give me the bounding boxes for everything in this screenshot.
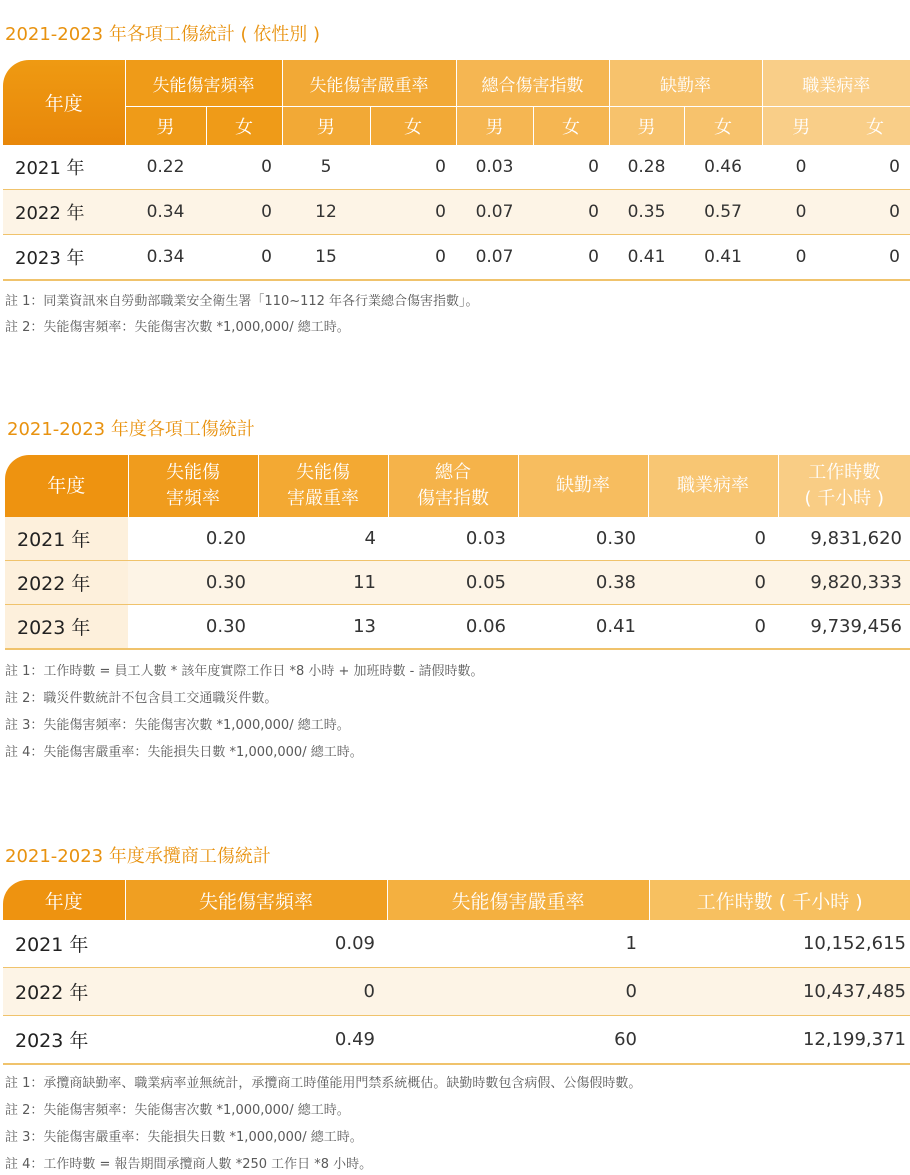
cell: 0.03 xyxy=(456,145,533,190)
header-female: 女 xyxy=(206,107,282,146)
header-female: 女 xyxy=(533,107,609,146)
note: 註 3：失能傷害頻率：失能傷害次數 *1,000,000/ 總工時。 xyxy=(5,718,350,733)
header-disabling-severity: 失能傷 害嚴重率 xyxy=(258,455,388,517)
cell: 0.22 xyxy=(125,145,206,190)
note: 註 1：同業資訊來自勞動部職業安全衛生署「110~112 年各行業總合傷害指數」。 xyxy=(5,294,479,309)
cell: 5 xyxy=(282,145,370,190)
cell: 13 xyxy=(258,605,388,650)
note: 註 1：承攬商缺勤率、職業病率並無統計，承攬商工時僅能用門禁系統概估。缺勤時數包含病假、公傷假時數。 xyxy=(5,1076,642,1091)
header-female: 女 xyxy=(684,107,762,146)
row-year: 2021 年 xyxy=(3,145,125,190)
note: 註 4：失能傷害嚴重率：失能損失日數 *1,000,000/ 總工時。 xyxy=(5,745,363,760)
header-year: 年度 xyxy=(3,60,125,145)
cell: 0.06 xyxy=(388,605,518,650)
cell: 0 xyxy=(762,145,840,190)
cell: 0 xyxy=(840,190,910,235)
cell: 0 xyxy=(840,145,910,190)
cell: 0.28 xyxy=(609,145,684,190)
cell: 10,437,485 xyxy=(649,968,910,1016)
header-working-hours: 工作時數 ( 千小時 ) xyxy=(778,455,910,517)
cell: 0.07 xyxy=(456,235,533,281)
cell: 0.57 xyxy=(684,190,762,235)
cell: 1 xyxy=(387,920,649,968)
header-occupational-disease-rate: 職業病率 xyxy=(648,455,778,517)
section2-notes xyxy=(5,662,483,770)
cell: 0 xyxy=(206,190,282,235)
cell: 0 xyxy=(387,968,649,1016)
header-disabling-severity: 失能傷害嚴重率 xyxy=(387,880,649,920)
cell: 12,199,371 xyxy=(649,1016,910,1065)
header-year: 年度 xyxy=(3,880,125,920)
cell: 0.09 xyxy=(125,920,387,968)
cell: 0.07 xyxy=(456,190,533,235)
cell: 0 xyxy=(648,605,778,650)
cell: 10,152,615 xyxy=(649,920,910,968)
row-year: 2022 年 xyxy=(3,190,125,235)
contractor-injury-table xyxy=(3,880,910,1065)
cell: 0 xyxy=(648,517,778,561)
header-male: 男 xyxy=(282,107,370,146)
header-male: 男 xyxy=(609,107,684,146)
row-year: 2023 年 xyxy=(3,235,125,281)
cell: 0 xyxy=(533,145,609,190)
cell: 0 xyxy=(533,190,609,235)
header-male: 男 xyxy=(456,107,533,146)
cell: 0 xyxy=(206,235,282,281)
row-year: 2023 年 xyxy=(5,605,128,650)
row-year: 2022 年 xyxy=(5,561,128,605)
header-male: 男 xyxy=(762,107,840,146)
cell: 12 xyxy=(282,190,370,235)
table-row xyxy=(3,920,910,968)
row-year: 2021 年 xyxy=(3,920,125,968)
cell: 0 xyxy=(533,235,609,281)
gender-injury-table xyxy=(3,60,910,281)
cell: 0.30 xyxy=(128,561,258,605)
section3-title: 2021-2023 年度承攬商工傷統計 xyxy=(5,846,271,867)
note: 註 4：工作時數 = 報告期間承攬商人數 *250 工作日 *8 小時。 xyxy=(5,1157,373,1172)
header-disabling-severity: 失能傷害嚴重率 xyxy=(282,60,456,107)
note: 註 2：失能傷害頻率：失能傷害次數 *1,000,000/ 總工時。 xyxy=(5,320,350,335)
header-total-injury-index: 總合傷害指數 xyxy=(456,60,609,107)
note: 註 1：工作時數 = 員工人數 * 該年度實際工作日 *8 小時 + 加班時數 - 請假時數。 xyxy=(5,664,484,679)
cell: 0 xyxy=(840,235,910,281)
header-disabling-frequency: 失能傷 害頻率 xyxy=(128,455,258,517)
cell: 0 xyxy=(370,235,456,281)
cell: 0.46 xyxy=(684,145,762,190)
cell: 0.30 xyxy=(128,605,258,650)
cell: 0.49 xyxy=(125,1016,387,1065)
table-row xyxy=(3,968,910,1016)
cell: 0 xyxy=(648,561,778,605)
cell: 0 xyxy=(370,190,456,235)
note: 註 2：失能傷害頻率：失能傷害次數 *1,000,000/ 總工時。 xyxy=(5,1103,350,1118)
header-female: 女 xyxy=(370,107,456,146)
table-row xyxy=(3,145,910,190)
cell: 0.34 xyxy=(125,235,206,281)
cell: 0.05 xyxy=(388,561,518,605)
table-row xyxy=(5,605,910,650)
row-year: 2022 年 xyxy=(3,968,125,1016)
note: 註 2：職災件數統計不包含員工交通職災件數。 xyxy=(5,691,278,706)
section3-notes xyxy=(5,1074,641,1175)
section1-title: 2021-2023 年各項工傷統計 ( 依性別 ) xyxy=(5,24,321,45)
cell: 9,820,333 xyxy=(778,561,910,605)
cell: 0 xyxy=(206,145,282,190)
section1-notes xyxy=(5,292,479,344)
section2-title: 2021-2023 年度各項工傷統計 xyxy=(7,419,255,440)
cell: 0.38 xyxy=(518,561,648,605)
note: 註 3：失能傷害嚴重率：失能損失日數 *1,000,000/ 總工時。 xyxy=(5,1130,363,1145)
cell: 0.35 xyxy=(609,190,684,235)
cell: 0.03 xyxy=(388,517,518,561)
header-disabling-frequency: 失能傷害頻率 xyxy=(125,880,387,920)
cell: 4 xyxy=(258,517,388,561)
cell: 11 xyxy=(258,561,388,605)
table-row xyxy=(5,517,910,561)
table-row xyxy=(5,561,910,605)
cell: 0.20 xyxy=(128,517,258,561)
cell: 15 xyxy=(282,235,370,281)
annual-injury-table xyxy=(5,455,910,650)
cell: 9,831,620 xyxy=(778,517,910,561)
header-male: 男 xyxy=(125,107,206,146)
table-row xyxy=(3,190,910,235)
header-total-injury-index: 總合 傷害指數 xyxy=(388,455,518,517)
cell: 60 xyxy=(387,1016,649,1065)
header-year: 年度 xyxy=(5,455,128,517)
row-year: 2021 年 xyxy=(5,517,128,561)
header-absentee-rate: 缺勤率 xyxy=(518,455,648,517)
row-year: 2023 年 xyxy=(3,1016,125,1065)
cell: 0 xyxy=(762,190,840,235)
cell: 0.41 xyxy=(684,235,762,281)
cell: 0.34 xyxy=(125,190,206,235)
header-occupational-disease-rate: 職業病率 xyxy=(762,60,910,107)
header-female: 女 xyxy=(840,107,910,146)
cell: 0.30 xyxy=(518,517,648,561)
cell: 0.41 xyxy=(518,605,648,650)
header-disabling-frequency: 失能傷害頻率 xyxy=(125,60,282,107)
header-absentee-rate: 缺勤率 xyxy=(609,60,762,107)
cell: 9,739,456 xyxy=(778,605,910,650)
header-working-hours: 工作時數 ( 千小時 ) xyxy=(649,880,910,920)
cell: 0 xyxy=(370,145,456,190)
cell: 0 xyxy=(762,235,840,281)
table-row xyxy=(3,235,910,281)
cell: 0 xyxy=(125,968,387,1016)
table-row xyxy=(3,1016,910,1065)
cell: 0.41 xyxy=(609,235,684,281)
